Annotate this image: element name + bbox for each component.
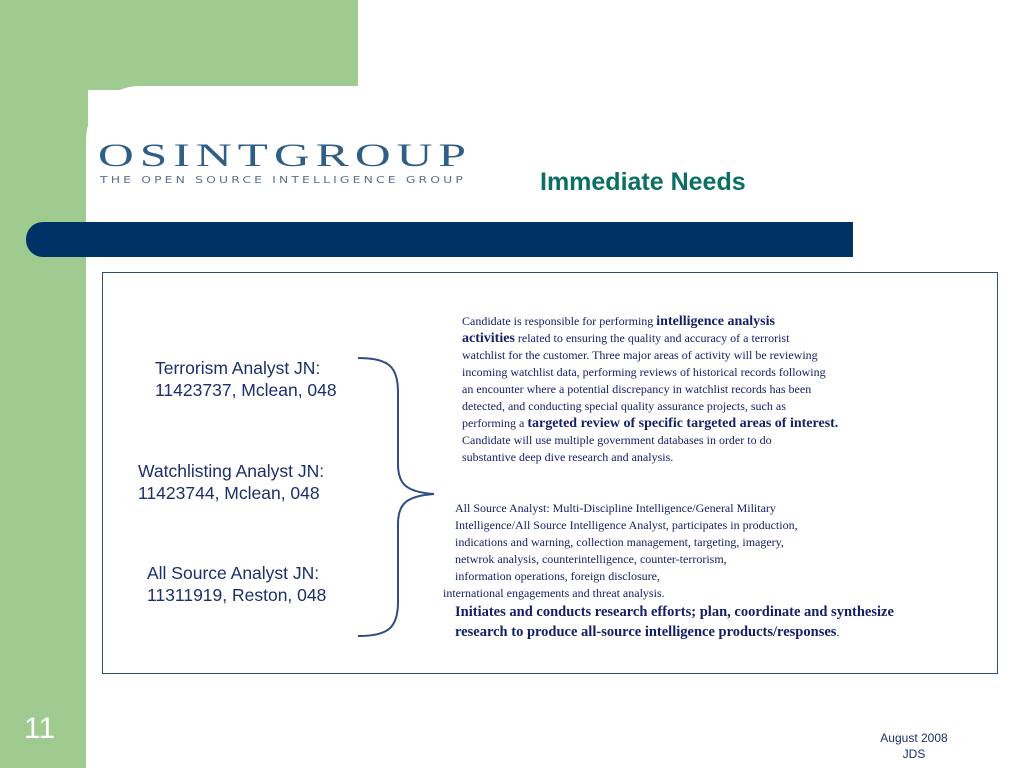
footer-initials: JDS xyxy=(902,747,926,761)
footer xyxy=(862,730,966,762)
job-title: Watchlisting Analyst JN: xyxy=(138,461,325,481)
job-terrorism-analyst xyxy=(155,357,337,401)
page-title: Immediate Needs xyxy=(540,168,746,196)
job-watchlisting-analyst xyxy=(138,460,324,504)
logo-wordmark: OSINTGROUP xyxy=(98,138,472,174)
job-details: 11311919, Reston, 048 xyxy=(147,585,327,605)
green-top-band xyxy=(0,0,358,90)
job-title: All Source Analyst JN: xyxy=(147,563,320,583)
footer-date: August 2008 xyxy=(880,731,948,745)
osintgroup-logo xyxy=(96,138,476,188)
logo-tagline: THE OPEN SOURCE INTELLIGENCE GROUP xyxy=(98,175,466,186)
header-bar xyxy=(26,222,853,257)
all-source-description: All Source Analyst: Multi-Discipline Intelligence/General Military Intelligence/All Source Intelligence Analyst, participates in production, indications and warning, collection management, targeting, imagery, netwrok analysis, counterintelligence, counter-terrorism, information operations, foreign disclosure, international engagements and threat analysis. Initiates and conducts research efforts; plan, coordinate and synthesize research to produce all-source intelligence products/responses. xyxy=(443,501,894,640)
slide-number: 11 xyxy=(24,712,56,745)
job-details: 11423744, Mclean, 048 xyxy=(138,483,320,503)
job-details: 11423737, Mclean, 048 xyxy=(155,380,337,400)
terrorism-watchlist-description: Candidate is responsible for performing intelligence analysis activities related to ensuring the quality and accuracy of a terrorist watchlist for the customer. Three major areas of activity will be reviewing incoming watchlist data, performing reviews of historical records following an encounter where a potential discrepancy in watchlist records has been detected, and conducting special quality assurance projects, such as performing a targeted review of specific targeted areas of interest. Candidate will use multiple government databases in order to do substantive deep dive research and analysis. xyxy=(462,314,839,464)
job-title: Terrorism Analyst JN: xyxy=(155,358,321,378)
curly-brace xyxy=(350,352,440,642)
green-side-band xyxy=(0,0,88,768)
job-all-source-analyst xyxy=(147,562,326,606)
